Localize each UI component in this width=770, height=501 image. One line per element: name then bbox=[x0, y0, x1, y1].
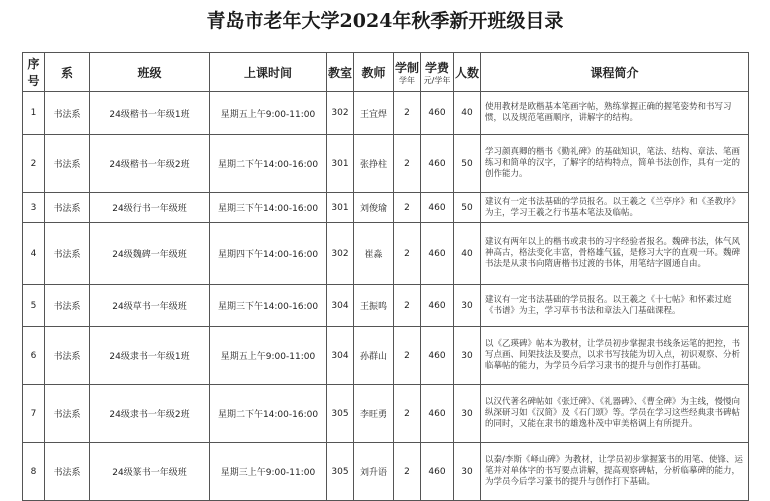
cell-dept: 书法系 bbox=[45, 223, 90, 285]
cell-time: 星期二下午14:00-16:00 bbox=[210, 135, 327, 193]
cell-years: 2 bbox=[394, 92, 421, 135]
cell-count: 30 bbox=[454, 385, 481, 443]
header-intro: 课程简介 bbox=[481, 53, 749, 92]
cell-no: 7 bbox=[23, 385, 45, 443]
header-dept: 系 bbox=[45, 53, 90, 92]
class-catalog-table bbox=[22, 52, 749, 501]
header-no: 序号 bbox=[23, 53, 45, 92]
table-row bbox=[23, 135, 749, 193]
table-row bbox=[23, 327, 749, 385]
header-years-label: 学制 bbox=[394, 61, 419, 75]
cell-fee: 460 bbox=[421, 285, 454, 327]
cell-no: 1 bbox=[23, 92, 45, 135]
cell-no: 8 bbox=[23, 443, 45, 501]
cell-count: 50 bbox=[454, 193, 481, 223]
cell-time: 星期三下午14:00-16:00 bbox=[210, 285, 327, 327]
cell-class: 24级楷书一年级2班 bbox=[90, 135, 210, 193]
cell-teacher: 刘升语 bbox=[354, 443, 394, 501]
cell-fee: 460 bbox=[421, 327, 454, 385]
cell-intro: 以秦/李斯《峄山碑》为教材，让学员初步掌握篆书的用笔、使锋、运笔并对单体字的书写要点讲解，提高观察碑帖，分析临摹碑的能力，为学员今后学习篆书的提升与创作打下基础。 bbox=[481, 443, 749, 501]
cell-class: 24级魏碑一年级班 bbox=[90, 223, 210, 285]
cell-fee: 460 bbox=[421, 443, 454, 501]
cell-count: 30 bbox=[454, 327, 481, 385]
cell-class: 24级隶书一年级2班 bbox=[90, 385, 210, 443]
cell-dept: 书法系 bbox=[45, 193, 90, 223]
header-years-unit: 学年 bbox=[399, 76, 415, 85]
cell-no: 6 bbox=[23, 327, 45, 385]
cell-count: 40 bbox=[454, 223, 481, 285]
cell-teacher: 王振鸣 bbox=[354, 285, 394, 327]
cell-count: 30 bbox=[454, 285, 481, 327]
header-fee bbox=[421, 53, 454, 92]
cell-intro: 以汉代著名碑帖如《张迁碑》、《礼器碑》、《曹全碑》为主线，慢慢向纵深研习如《汉简》及《石门颂》等。学员在学习这些经典隶书碑帖的同时，又能在隶书的雄逸朴茂中审美格调上有所提升。 bbox=[481, 385, 749, 443]
cell-intro: 建议有两年以上的楷书或隶书的习字经验者报名。魏碑书法，体气风神高古，格法变化丰富，骨格雄气猛，是修习大字的直观一环。魏碑书法是从隶书向隋唐楷书过渡的书体，用笔结字圆通自由。 bbox=[481, 223, 749, 285]
cell-years: 2 bbox=[394, 223, 421, 285]
table-row bbox=[23, 385, 749, 443]
table-row bbox=[23, 443, 749, 501]
cell-teacher: 孙群山 bbox=[354, 327, 394, 385]
cell-years: 2 bbox=[394, 327, 421, 385]
cell-dept: 书法系 bbox=[45, 327, 90, 385]
cell-years: 2 bbox=[394, 135, 421, 193]
cell-room: 304 bbox=[327, 285, 354, 327]
header-fee-label: 学费 bbox=[424, 61, 449, 75]
cell-room: 305 bbox=[327, 443, 354, 501]
cell-class: 24级楷书一年级1班 bbox=[90, 92, 210, 135]
cell-class: 24级行书一年级班 bbox=[90, 193, 210, 223]
cell-dept: 书法系 bbox=[45, 385, 90, 443]
cell-years: 2 bbox=[394, 443, 421, 501]
cell-room: 302 bbox=[327, 92, 354, 135]
table-header-row bbox=[23, 53, 749, 92]
cell-class: 24级篆书一年级班 bbox=[90, 443, 210, 501]
header-class: 班级 bbox=[90, 53, 210, 92]
cell-room: 305 bbox=[327, 385, 354, 443]
cell-intro: 建议有一定书法基础的学员报名。以王羲之《兰亭序》和《圣教序》为主，学习王羲之行书基本笔法及临帖。 bbox=[481, 193, 749, 223]
cell-count: 40 bbox=[454, 92, 481, 135]
cell-no: 4 bbox=[23, 223, 45, 285]
table-row bbox=[23, 193, 749, 223]
cell-room: 302 bbox=[327, 223, 354, 285]
cell-intro: 学习颜真卿的楷书《勤礼碑》的基础知识，笔法、结构、章法、笔画练习和简单的汉字，了解字的结构特点，简单书法创作，具有一定的创作能力。 bbox=[481, 135, 749, 193]
cell-teacher: 刘俊瑜 bbox=[354, 193, 394, 223]
cell-fee: 460 bbox=[421, 135, 454, 193]
cell-room: 301 bbox=[327, 193, 354, 223]
header-room: 教室 bbox=[327, 53, 354, 92]
cell-room: 304 bbox=[327, 327, 354, 385]
cell-years: 2 bbox=[394, 285, 421, 327]
cell-count: 30 bbox=[454, 443, 481, 501]
cell-fee: 460 bbox=[421, 223, 454, 285]
cell-intro: 建议有一定书法基础的学员报名。以王羲之《十七帖》和怀素过庭《书谱》为主，学习草书书法和章法入门基础课程。 bbox=[481, 285, 749, 327]
cell-dept: 书法系 bbox=[45, 443, 90, 501]
cell-teacher: 张挣柱 bbox=[354, 135, 394, 193]
table-row bbox=[23, 92, 749, 135]
cell-time: 星期四下午14:00-16:00 bbox=[210, 223, 327, 285]
cell-intro: 使用教材是欧楷基本笔画字帖，熟练掌握正确的握笔姿势和书写习惯，以及规范笔画顺序，讲解字的结构。 bbox=[481, 92, 749, 135]
page-title: 青岛市老年大学2024年秋季新开班级目录 bbox=[206, 10, 564, 32]
cell-time: 星期三下午14:00-16:00 bbox=[210, 193, 327, 223]
table-row bbox=[23, 285, 749, 327]
cell-count: 50 bbox=[454, 135, 481, 193]
cell-class: 24级草书一年级班 bbox=[90, 285, 210, 327]
cell-intro: 以《乙瑛碑》帖本为教材，让学员初步掌握隶书线条运笔的把控，书写点画、间架技法及要点，以求书写技能为切入点，初识观察、分析临摹帖的能力，为学员今后学习隶书的提升与创作打基础。 bbox=[481, 327, 749, 385]
cell-class: 24级隶书一年级1班 bbox=[90, 327, 210, 385]
header-years bbox=[394, 53, 421, 92]
cell-dept: 书法系 bbox=[45, 92, 90, 135]
cell-time: 星期五上午9:00-11:00 bbox=[210, 327, 327, 385]
cell-years: 2 bbox=[394, 193, 421, 223]
cell-no: 5 bbox=[23, 285, 45, 327]
cell-dept: 书法系 bbox=[45, 285, 90, 327]
header-count: 人数 bbox=[454, 53, 481, 92]
cell-time: 星期二下午14:00-16:00 bbox=[210, 385, 327, 443]
cell-fee: 460 bbox=[421, 193, 454, 223]
cell-teacher: 崔淼 bbox=[354, 223, 394, 285]
cell-teacher: 王宜焊 bbox=[354, 92, 394, 135]
header-fee-unit: 元/学年 bbox=[423, 76, 451, 85]
header-time: 上课时间 bbox=[210, 53, 327, 92]
cell-no: 3 bbox=[23, 193, 45, 223]
cell-room: 301 bbox=[327, 135, 354, 193]
cell-time: 星期三上午9:00-11:00 bbox=[210, 443, 327, 501]
cell-fee: 460 bbox=[421, 385, 454, 443]
cell-dept: 书法系 bbox=[45, 135, 90, 193]
cell-no: 2 bbox=[23, 135, 45, 193]
cell-fee: 460 bbox=[421, 92, 454, 135]
header-teacher: 教师 bbox=[354, 53, 394, 92]
cell-years: 2 bbox=[394, 385, 421, 443]
cell-teacher: 李旺勇 bbox=[354, 385, 394, 443]
cell-time: 星期五上午9:00-11:00 bbox=[210, 92, 327, 135]
table-row bbox=[23, 223, 749, 285]
